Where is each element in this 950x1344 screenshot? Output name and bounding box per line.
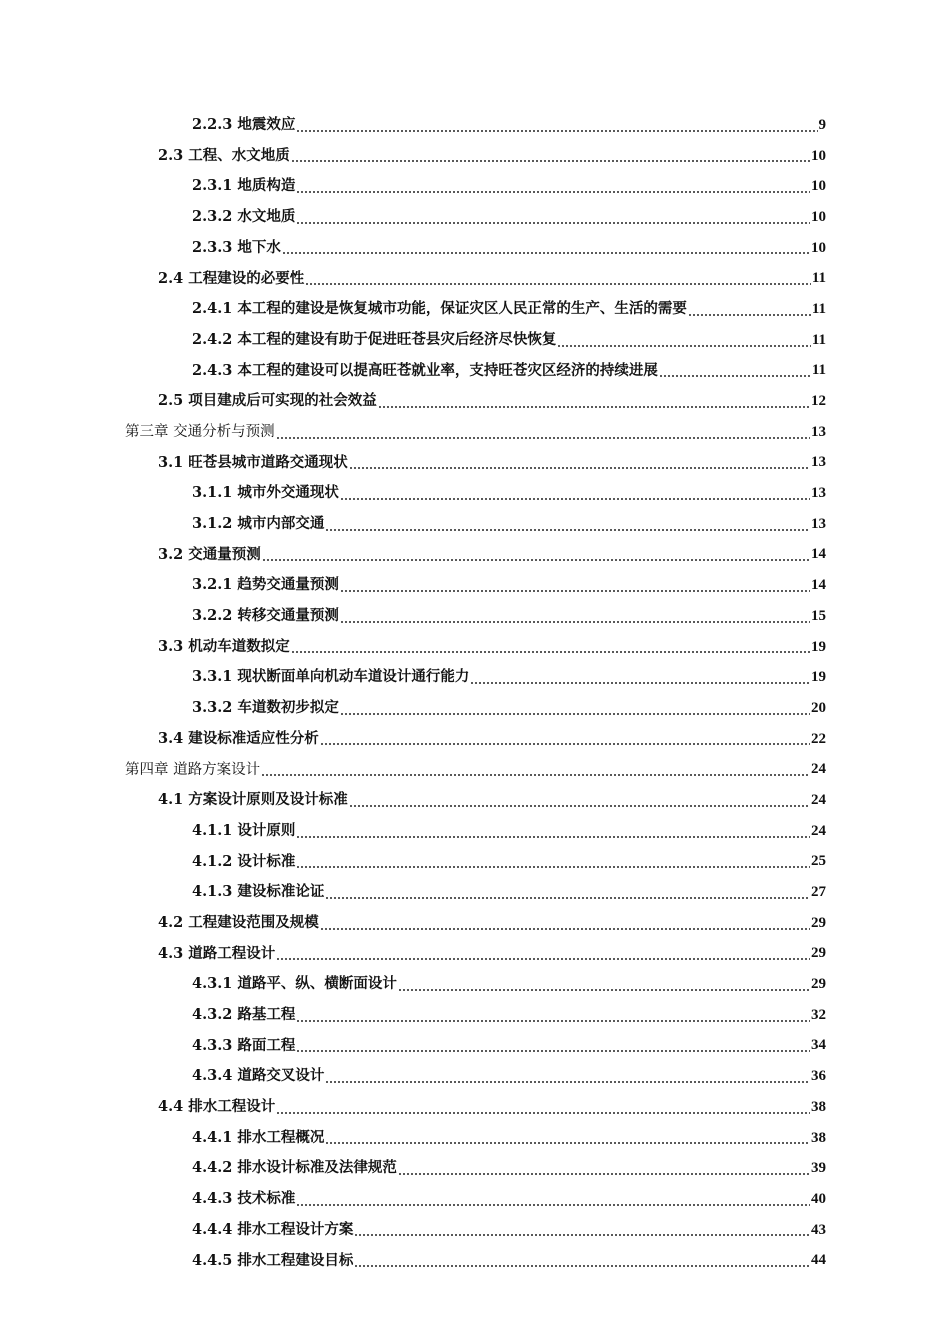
toc-entry[interactable] [0, 877, 950, 908]
toc-entry-title: 2.4.1 本工程的建设是恢复城市功能，保证灾区人民正常的生产、生活的需要 [192, 300, 687, 318]
toc-entry-page-number: 43 [811, 1221, 826, 1238]
toc-entry-title: 4.3 道路工程设计 [158, 944, 276, 962]
toc-entry-title: 3.4 建设标准适应性分析 [158, 729, 319, 747]
toc-entry-page-number: 12 [811, 393, 826, 410]
toc-entry-title: 4.3.2 路基工程 [192, 1006, 296, 1024]
toc-entry-title: 4.4.1 排水工程概况 [192, 1128, 325, 1146]
toc-dot-leader [325, 529, 810, 531]
toc-entry-title: 3.1.2 城市内部交通 [192, 515, 325, 533]
toc-entry-title: 3.2.2 转移交通量预测 [192, 607, 339, 625]
toc-entry-page-number: 11 [811, 300, 826, 317]
toc-dot-leader [305, 283, 811, 285]
toc-entry[interactable] [0, 1153, 950, 1184]
toc-entry-title: 2.3.2 水文地质 [192, 208, 296, 226]
table-of-contents [0, 110, 950, 1276]
toc-entry-title: 4.1 方案设计原则及设计标准 [158, 791, 348, 809]
toc-entry-page-number: 24 [811, 822, 826, 839]
toc-entry-title: 第四章 道路方案设计 [125, 761, 261, 778]
toc-entry-title: 4.3.1 道路平、纵、横断面设计 [192, 975, 397, 993]
toc-dot-leader [378, 406, 810, 408]
toc-dot-leader [296, 222, 810, 224]
toc-entry[interactable] [0, 816, 950, 847]
toc-dot-leader [296, 1020, 810, 1022]
toc-dot-leader [276, 437, 810, 439]
toc-entry[interactable] [0, 386, 950, 417]
toc-entry[interactable] [0, 969, 950, 1000]
toc-entry-title: 4.3.3 路面工程 [192, 1036, 296, 1054]
toc-entry[interactable] [0, 1123, 950, 1154]
toc-entry-title: 4.4 排水工程设计 [158, 1098, 276, 1116]
toc-entry[interactable] [0, 632, 950, 663]
toc-entry[interactable] [0, 356, 950, 387]
toc-entry[interactable] [0, 509, 950, 540]
toc-entry[interactable] [0, 417, 950, 448]
toc-entry[interactable] [0, 478, 950, 509]
toc-entry-title: 4.4.3 技术标准 [192, 1190, 296, 1208]
toc-entry-title: 2.3.3 地下水 [192, 238, 281, 256]
toc-dot-leader [659, 375, 811, 377]
toc-entry-page-number: 9 [818, 116, 826, 133]
toc-entry-page-number: 10 [811, 208, 826, 225]
toc-entry-page-number: 29 [811, 976, 826, 993]
toc-dot-leader [296, 191, 810, 193]
toc-entry-title: 4.4.4 排水工程设计方案 [192, 1220, 354, 1238]
toc-entry-title: 4.4.2 排水设计标准及法律规范 [192, 1159, 397, 1177]
toc-entry[interactable] [0, 939, 950, 970]
toc-dot-leader [296, 1050, 810, 1052]
toc-entry-title: 4.1.3 建设标准论证 [192, 883, 325, 901]
toc-entry-title: 3.3.2 车道数初步拟定 [192, 699, 339, 717]
toc-dot-leader [320, 928, 810, 930]
toc-entry-title: 2.4 工程建设的必要性 [158, 269, 305, 287]
toc-entry-page-number: 15 [811, 607, 826, 624]
toc-entry-page-number: 32 [811, 1006, 826, 1023]
toc-dot-leader [325, 1142, 810, 1144]
toc-entry[interactable] [0, 294, 950, 325]
toc-entry[interactable] [0, 601, 950, 632]
toc-entry-page-number: 11 [811, 331, 826, 348]
toc-entry[interactable] [0, 110, 950, 141]
toc-entry-page-number: 19 [811, 638, 826, 655]
toc-dot-leader [340, 621, 810, 623]
toc-entry-title: 2.2.3 地震效应 [192, 116, 296, 134]
toc-dot-leader [354, 1234, 810, 1236]
toc-entry-title: 3.3.1 现状断面单向机动车道设计通行能力 [192, 668, 470, 686]
toc-entry-page-number: 29 [811, 914, 826, 931]
toc-dot-leader [688, 314, 811, 316]
toc-entry-page-number: 14 [811, 577, 826, 594]
toc-dot-leader [354, 1265, 810, 1267]
toc-entry-page-number: 38 [811, 1129, 826, 1146]
toc-entry[interactable] [0, 448, 950, 479]
toc-entry-title: 3.2 交通量预测 [158, 545, 261, 563]
toc-entry[interactable] [0, 233, 950, 264]
toc-entry[interactable] [0, 540, 950, 571]
toc-entry[interactable] [0, 662, 950, 693]
toc-entry[interactable] [0, 1215, 950, 1246]
toc-entry-page-number: 11 [811, 362, 826, 379]
toc-entry[interactable] [0, 847, 950, 878]
toc-dot-leader [282, 252, 810, 254]
toc-dot-leader [470, 682, 810, 684]
toc-dot-leader [261, 774, 810, 776]
toc-entry-page-number: 40 [811, 1190, 826, 1207]
toc-dot-leader [262, 559, 810, 561]
toc-dot-leader [296, 130, 817, 132]
toc-entry-title: 第三章 交通分析与预测 [125, 423, 275, 440]
toc-entry-page-number: 29 [811, 945, 826, 962]
toc-entry[interactable] [0, 1184, 950, 1215]
toc-entry-title: 3.1.1 城市外交通现状 [192, 484, 339, 502]
toc-dot-leader [291, 160, 810, 162]
toc-entry[interactable] [0, 724, 950, 755]
toc-dot-leader [325, 897, 810, 899]
toc-entry-page-number: 13 [811, 515, 826, 532]
toc-entry[interactable] [0, 1031, 950, 1062]
toc-dot-leader [398, 989, 810, 991]
toc-dot-leader [296, 1204, 810, 1206]
toc-entry[interactable] [0, 908, 950, 939]
toc-dot-leader [340, 590, 810, 592]
toc-entry-title: 2.4.3 本工程的建设可以提高旺苍就业率，支持旺苍灾区经济的持续进展 [192, 361, 658, 379]
toc-dot-leader [296, 836, 810, 838]
toc-dot-leader [349, 467, 810, 469]
toc-entry[interactable] [0, 1245, 950, 1276]
toc-entry-page-number: 20 [811, 699, 826, 716]
toc-entry-page-number: 39 [811, 1160, 826, 1177]
toc-entry-title: 3.2.1 趋势交通量预测 [192, 576, 339, 594]
toc-dot-leader [398, 1173, 810, 1175]
toc-entry-page-number: 36 [811, 1068, 826, 1085]
toc-entry[interactable] [0, 785, 950, 816]
toc-dot-leader [340, 713, 810, 715]
toc-entry[interactable] [0, 1092, 950, 1123]
toc-entry-page-number: 44 [811, 1252, 826, 1269]
toc-entry-page-number: 19 [811, 669, 826, 686]
toc-entry[interactable] [0, 693, 950, 724]
toc-entry-page-number: 25 [811, 853, 826, 870]
toc-dot-leader [276, 1112, 810, 1114]
toc-entry[interactable] [0, 263, 950, 294]
toc-entry-page-number: 10 [811, 239, 826, 256]
toc-dot-leader [276, 958, 810, 960]
toc-entry-page-number: 24 [811, 761, 826, 778]
toc-dot-leader [320, 743, 810, 745]
toc-entry-page-number: 13 [811, 485, 826, 502]
toc-entry[interactable] [0, 325, 950, 356]
toc-entry-page-number: 13 [811, 454, 826, 471]
toc-entry[interactable] [0, 202, 950, 233]
toc-entry-page-number: 10 [811, 178, 826, 195]
toc-entry-title: 3.3 机动车道数拟定 [158, 637, 290, 655]
toc-entry-page-number: 34 [811, 1037, 826, 1054]
toc-entry[interactable] [0, 171, 950, 202]
toc-entry[interactable] [0, 754, 950, 785]
toc-entry[interactable] [0, 141, 950, 172]
toc-entry-page-number: 38 [811, 1098, 826, 1115]
toc-dot-leader [325, 1081, 810, 1083]
toc-entry-title: 4.3.4 道路交叉设计 [192, 1067, 325, 1085]
toc-entry-title: 4.2 工程建设范围及规模 [158, 913, 319, 931]
toc-entry-page-number: 27 [811, 884, 826, 901]
toc-dot-leader [349, 805, 810, 807]
toc-entry-title: 2.5 项目建成后可实现的社会效益 [158, 392, 377, 410]
toc-entry-title: 3.1 旺苍县城市道路交通现状 [158, 453, 348, 471]
toc-entry[interactable] [0, 1061, 950, 1092]
toc-dot-leader [296, 866, 810, 868]
toc-entry-title: 2.4.2 本工程的建设有助于促进旺苍县灾后经济尽快恢复 [192, 330, 557, 348]
toc-entry-page-number: 24 [811, 791, 826, 808]
toc-entry-page-number: 10 [811, 147, 826, 164]
toc-entry-title: 2.3.1 地质构造 [192, 177, 296, 195]
toc-entry[interactable] [0, 1000, 950, 1031]
toc-entry-title: 4.1.2 设计标准 [192, 852, 296, 870]
toc-dot-leader [557, 345, 810, 347]
toc-entry-page-number: 22 [811, 730, 826, 747]
toc-entry-page-number: 14 [811, 546, 826, 563]
toc-entry-title: 2.3 工程、水文地质 [158, 146, 290, 164]
toc-dot-leader [291, 651, 810, 653]
toc-dot-leader [340, 498, 810, 500]
toc-entry-page-number: 13 [811, 423, 826, 440]
toc-entry-title: 4.4.5 排水工程建设目标 [192, 1251, 354, 1269]
toc-entry-page-number: 11 [811, 270, 826, 287]
toc-entry-title: 4.1.1 设计原则 [192, 821, 296, 839]
toc-entry[interactable] [0, 570, 950, 601]
